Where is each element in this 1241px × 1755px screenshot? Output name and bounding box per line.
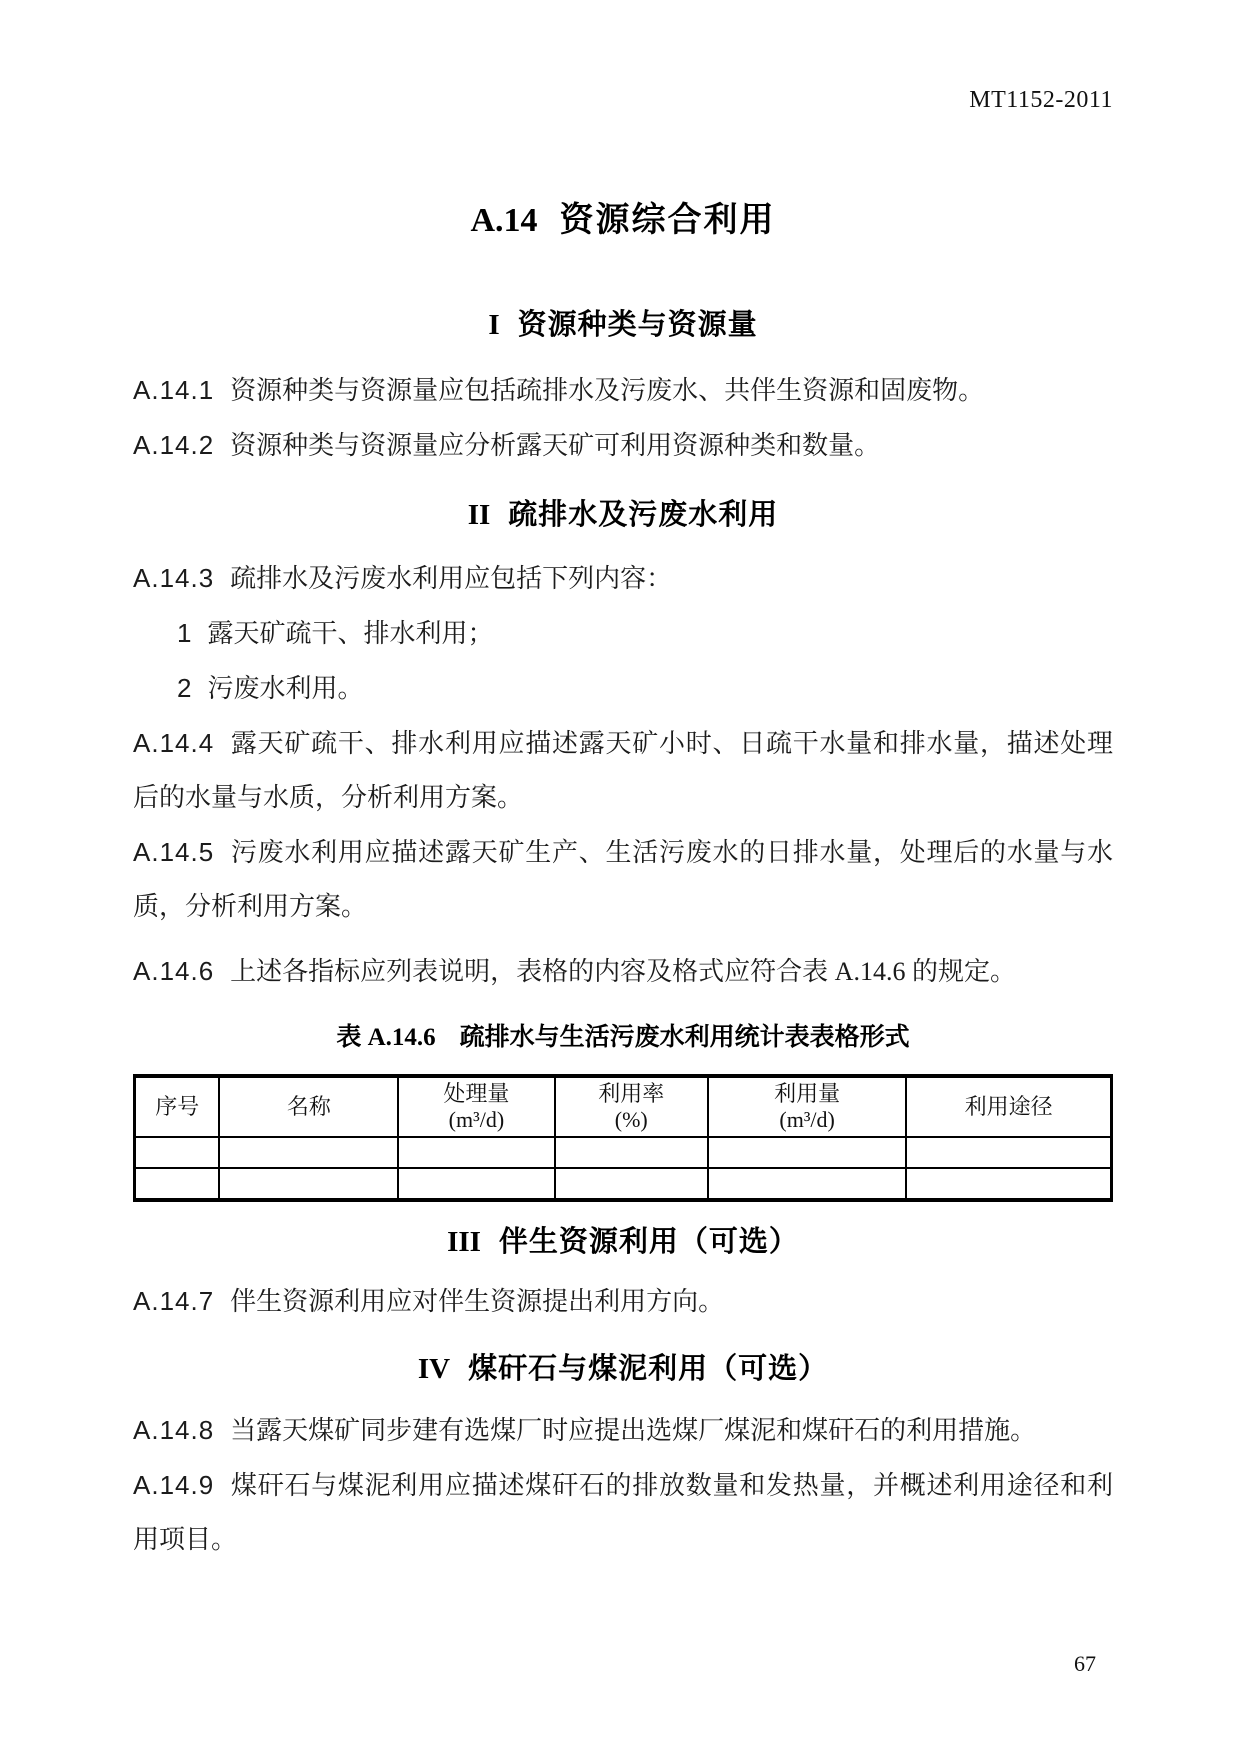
clause-text: 煤矸石与煤泥利用应描述煤矸石的排放数量和发热量，并概述利用途径和利用项目。 xyxy=(133,1471,1113,1554)
clause-text: 疏排水及污废水利用应包括下列内容： xyxy=(230,564,673,593)
section-title: 资源种类与资源量 xyxy=(517,309,758,341)
section-numeral: II xyxy=(467,499,491,531)
table-cell xyxy=(708,1168,906,1200)
clause-text: 资源种类与资源量应包括疏排水及污废水、共伴生资源和固废物。 xyxy=(230,376,985,405)
section-title: 伴生资源利用（可选） xyxy=(498,1226,799,1258)
section-title: 煤矸石与煤泥利用（可选） xyxy=(468,1353,829,1385)
clause-a14-5 xyxy=(133,825,1113,934)
table-header-cell xyxy=(906,1076,1111,1137)
column-label: 利用率 xyxy=(598,1081,665,1106)
column-label: 处理量 xyxy=(443,1081,510,1106)
clause-number: A.14.5 xyxy=(133,837,215,867)
clause-text: 资源种类与资源量应分析露天矿可利用资源种类和数量。 xyxy=(230,431,881,460)
list-item-text: 污废水利用。 xyxy=(207,674,364,703)
clause-text: 露天矿疏干、排水利用应描述露天矿小时、日疏干水量和排水量，描述处理后的水量与水质，分析利用方案。 xyxy=(133,729,1113,812)
section-heading-4 xyxy=(133,1351,1113,1387)
clause-number: A.14.8 xyxy=(133,1415,215,1445)
table-header-row xyxy=(135,1076,1112,1137)
standard-number: MT1152-2011 xyxy=(969,87,1113,113)
table-cell xyxy=(398,1168,554,1200)
table-header-cell xyxy=(135,1076,220,1137)
clause-number: A.14.7 xyxy=(133,1286,215,1316)
list-marker: 1 xyxy=(177,618,192,648)
clause-number: A.14.4 xyxy=(133,728,215,758)
table-cell xyxy=(906,1137,1111,1168)
page-number-value: 67 xyxy=(1074,1651,1096,1676)
table-header-cell xyxy=(398,1076,554,1137)
table-cell xyxy=(135,1168,220,1200)
clause-a14-2 xyxy=(133,418,1113,473)
clause-text: 污废水利用应描述露天矿生产、生活污废水的日排水量，处理后的水量与水质，分析利用方案。 xyxy=(133,838,1113,921)
table-row xyxy=(135,1168,1112,1200)
page-number xyxy=(1074,1651,1096,1677)
column-label: 序号 xyxy=(155,1094,200,1119)
list-marker: 2 xyxy=(177,673,192,703)
clause-a14-3 xyxy=(133,551,1113,606)
section-numeral: I xyxy=(488,309,500,341)
clause-text: 上述各指标应列表说明，表格的内容及格式应符合表 A.14.6 的规定。 xyxy=(230,957,1016,986)
table-cell xyxy=(219,1137,398,1168)
clause-a14-9 xyxy=(133,1458,1113,1567)
table-caption-title: 疏排水与生活污废水利用统计表表格形式 xyxy=(459,1023,910,1051)
clause-number: A.14.9 xyxy=(133,1470,215,1500)
list-item-text: 露天矿疏干、排水利用； xyxy=(207,619,494,648)
table-caption-number: 表 A.14.6 xyxy=(336,1024,436,1051)
column-label: 利用途径 xyxy=(964,1094,1053,1119)
column-label: 利用量 xyxy=(774,1081,841,1106)
clause-number: A.14.6 xyxy=(133,956,215,986)
page-header xyxy=(133,88,1113,112)
clause-a14-4 xyxy=(133,716,1113,825)
table-header-cell xyxy=(219,1076,398,1137)
doc-title-code: A.14 xyxy=(470,202,538,239)
list-item-1 xyxy=(133,606,1113,661)
section-numeral: IV xyxy=(417,1353,451,1385)
table-cell xyxy=(555,1168,708,1200)
column-unit: (m³/d) xyxy=(779,1107,835,1132)
clause-number: A.14.2 xyxy=(133,430,215,460)
column-unit: (m³/d) xyxy=(448,1107,505,1132)
table-cell xyxy=(555,1137,708,1168)
column-label: 名称 xyxy=(286,1094,331,1119)
table-row xyxy=(135,1137,1112,1168)
table-cell xyxy=(398,1137,554,1168)
section-heading-1 xyxy=(133,307,1113,343)
table-header-cell xyxy=(555,1076,708,1137)
clause-a14-1 xyxy=(133,363,1113,418)
table-cell xyxy=(219,1168,398,1200)
section-heading-2 xyxy=(133,497,1113,533)
clause-number: A.14.1 xyxy=(133,375,215,405)
clause-a14-8 xyxy=(133,1403,1113,1458)
section-heading-3 xyxy=(133,1224,1113,1260)
table-cell xyxy=(708,1137,906,1168)
table-cell xyxy=(906,1168,1111,1200)
table-cell xyxy=(135,1137,220,1168)
doc-title-text: 资源综合利用 xyxy=(559,201,776,239)
clause-number: A.14.3 xyxy=(133,563,215,593)
clause-a14-6 xyxy=(133,944,1113,999)
clause-a14-7 xyxy=(133,1274,1113,1329)
table-caption xyxy=(133,1019,1113,1056)
doc-title xyxy=(133,200,1113,241)
column-unit: (%) xyxy=(614,1107,648,1132)
list-item-2 xyxy=(133,661,1113,716)
clause-text: 当露天煤矿同步建有选煤厂时应提出选煤厂煤泥和煤矸石的利用措施。 xyxy=(230,1416,1037,1445)
stats-table xyxy=(133,1074,1113,1202)
clause-text: 伴生资源利用应对伴生资源提出利用方向。 xyxy=(230,1287,725,1316)
section-title: 疏排水及污废水利用 xyxy=(508,499,779,531)
table-header-cell xyxy=(708,1076,906,1137)
section-numeral: III xyxy=(447,1226,481,1258)
